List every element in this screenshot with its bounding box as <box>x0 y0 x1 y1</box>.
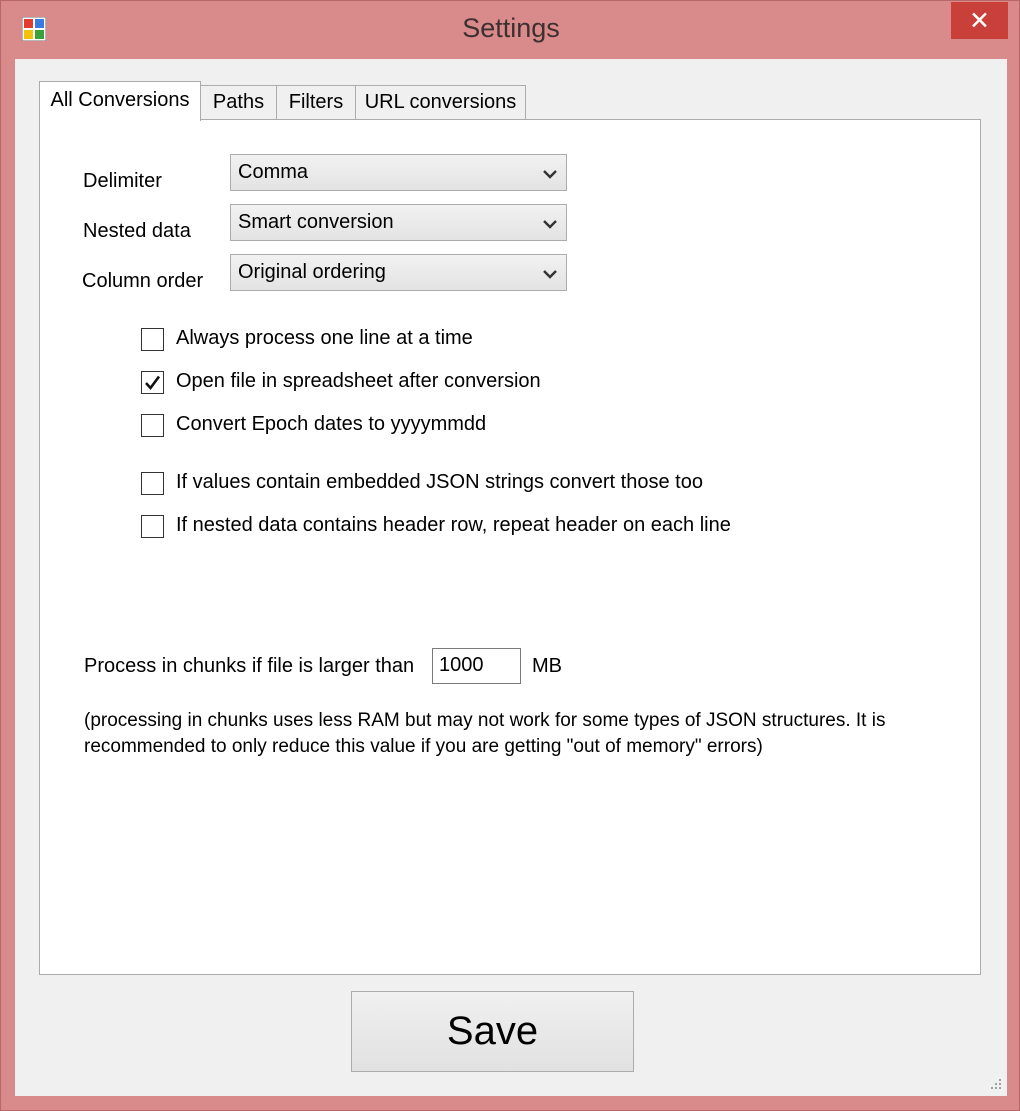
column-order-select[interactable] <box>230 254 567 291</box>
checkbox-label: Convert Epoch dates to yyyymmdd <box>176 413 487 435</box>
checkbox-box[interactable] <box>141 328 164 351</box>
client-area <box>15 59 1007 1096</box>
checkbox-label: Always process one line at a time <box>176 327 473 349</box>
chunk-size-input[interactable]: 1000 <box>432 648 521 684</box>
save-button[interactable]: Save <box>351 991 634 1072</box>
column-order-value: Original ordering <box>238 261 386 283</box>
window-title: Settings <box>462 13 560 43</box>
chunks-unit-label: MB <box>532 655 562 677</box>
tab-filters[interactable]: Filters <box>276 85 356 119</box>
chunks-label: Process in chunks if file is larger than <box>84 655 415 677</box>
nested-data-label: Nested data <box>83 220 191 242</box>
column-order-label: Column order <box>82 270 204 292</box>
checkbox-box[interactable] <box>141 414 164 437</box>
chevron-down-icon <box>542 265 558 281</box>
chunks-note: (processing in chunks uses less RAM but may not work for some types of JSON structures. It is recommended to only reduce this value if you are getting "out of memory" errors) <box>84 710 886 757</box>
delimiter-select[interactable] <box>230 154 567 191</box>
resize-grip-icon[interactable] <box>987 1075 1003 1091</box>
checkmark-icon <box>144 374 161 391</box>
checkbox-label: If values contain embedded JSON strings convert those too <box>176 471 703 493</box>
checkbox-box[interactable] <box>141 472 164 495</box>
chevron-down-icon <box>542 165 558 181</box>
checkbox-label: If nested data contains header row, repeat header on each line <box>176 514 731 536</box>
title-bar[interactable] <box>1 1 1020 59</box>
nested-data-select[interactable] <box>230 204 567 241</box>
delimiter-value: Comma <box>238 161 309 183</box>
close-button[interactable]: ✕ <box>951 2 1008 39</box>
chevron-down-icon <box>542 215 558 231</box>
tab-paths[interactable]: Paths <box>200 85 277 119</box>
tab-all-conversions[interactable]: All Conversions <box>39 81 201 121</box>
delimiter-label: Delimiter <box>83 170 162 192</box>
checkbox-box[interactable] <box>141 371 164 394</box>
tab-url-conversions[interactable]: URL conversions <box>355 85 526 119</box>
nested-data-value: Smart conversion <box>238 211 394 233</box>
checkbox-box[interactable] <box>141 515 164 538</box>
tab-panel-all-conversions <box>39 119 981 975</box>
checkbox-label: Open file in spreadsheet after conversion <box>176 370 541 392</box>
